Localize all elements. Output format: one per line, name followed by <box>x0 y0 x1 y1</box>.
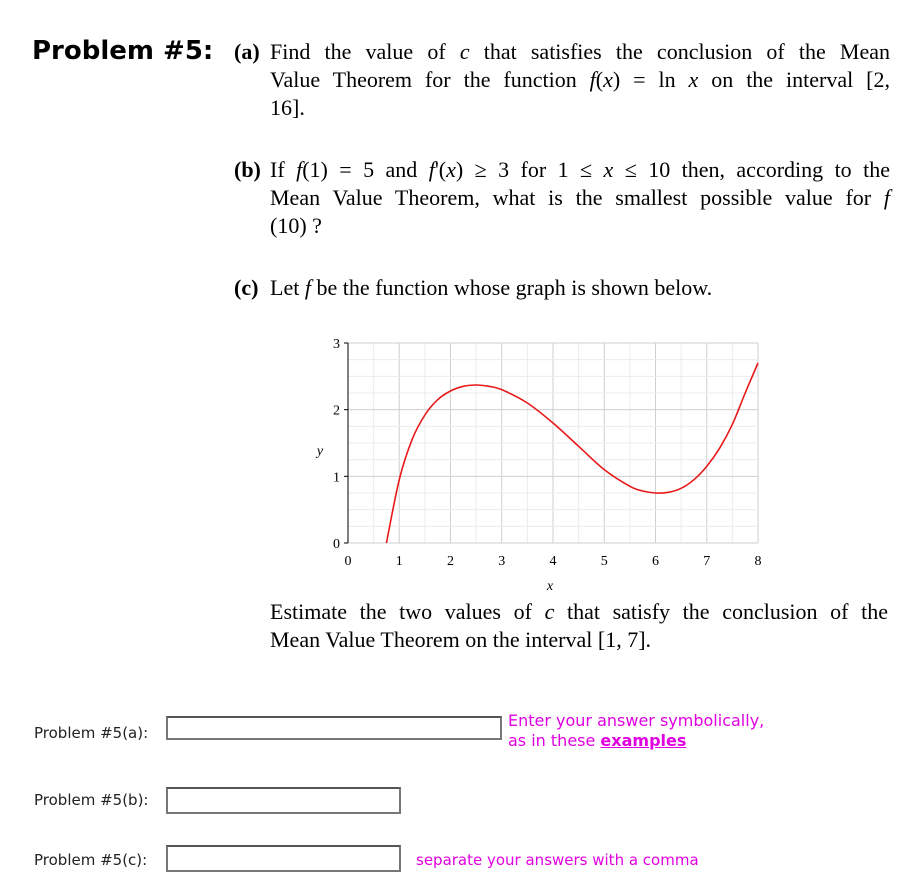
estimate-line2: Mean Value Theorem on the interval [1, 7]. <box>270 627 652 652</box>
answer-a-label: Problem #5(a): <box>34 724 149 742</box>
answer-a-hint <box>508 711 764 751</box>
part-b-line2: Mean Value Theorem, what is the smallest possible value for f <box>270 185 890 210</box>
x-tick-label: 8 <box>754 554 762 569</box>
part-a-line2: Value Theorem for the function f(x) = ln x on the interval [2, <box>270 67 890 92</box>
function-graph-svg <box>300 330 780 600</box>
x-tick-label: 7 <box>703 554 711 569</box>
y-tick-label: 1 <box>333 470 340 486</box>
hint-line2-prefix: as in these <box>508 731 601 750</box>
x-tick-label: 3 <box>498 554 506 569</box>
x-tick-label: 4 <box>549 554 557 569</box>
y-tick-label: 3 <box>333 337 340 352</box>
graph-grid <box>348 343 758 543</box>
x-tick-label: 5 <box>600 554 608 569</box>
part-c <box>234 274 890 302</box>
hint-line1: Enter your answer symbolically, <box>508 711 765 730</box>
part-a-line1: Find the value of c that satisfies the conclusion of the Mean <box>270 39 890 64</box>
part-a-line3: 16]. <box>270 95 305 120</box>
x-tick-label: 2 <box>447 554 454 569</box>
y-axis-label: y <box>316 444 324 459</box>
part-b-line3: (10) ? <box>270 213 322 238</box>
problem-title: Problem #5: <box>32 36 214 66</box>
part-a-label: (a) <box>234 39 260 64</box>
hint-line2 <box>508 731 764 751</box>
x-tick-label: 0 <box>344 554 352 569</box>
x-tick-label: 1 <box>395 554 403 569</box>
y-tick-label: 2 <box>333 403 340 419</box>
estimate-line1: Estimate the two values of c that satisfy the conclusion of the <box>270 599 888 624</box>
function-curve <box>386 363 758 543</box>
x-tick-label: 6 <box>652 554 659 569</box>
part-b-label: (b) <box>234 157 261 182</box>
answer-b-input[interactable] <box>166 787 401 814</box>
function-graph <box>300 330 780 604</box>
x-axis-label: x <box>546 579 554 594</box>
part-a <box>234 38 890 122</box>
answer-c-label: Problem #5(c): <box>34 851 148 869</box>
answer-b-label: Problem #5(b): <box>34 791 149 809</box>
answer-c-input[interactable] <box>166 845 401 872</box>
part-c-estimate <box>270 598 888 654</box>
answer-a-input[interactable] <box>166 716 502 740</box>
part-b-line1: If f(1) = 5 and f'(x) ≥ 3 for 1 ≤ x ≤ 10 then, according to the <box>270 157 890 182</box>
part-b <box>234 156 890 240</box>
examples-link[interactable]: examples <box>600 731 687 750</box>
part-c-text: Let f be the function whose graph is shown below. <box>270 275 713 300</box>
graph-ticks <box>333 337 762 569</box>
part-c-label: (c) <box>234 275 259 300</box>
y-tick-label: 0 <box>333 537 340 552</box>
answer-c-hint: separate your answers with a comma <box>416 851 699 869</box>
